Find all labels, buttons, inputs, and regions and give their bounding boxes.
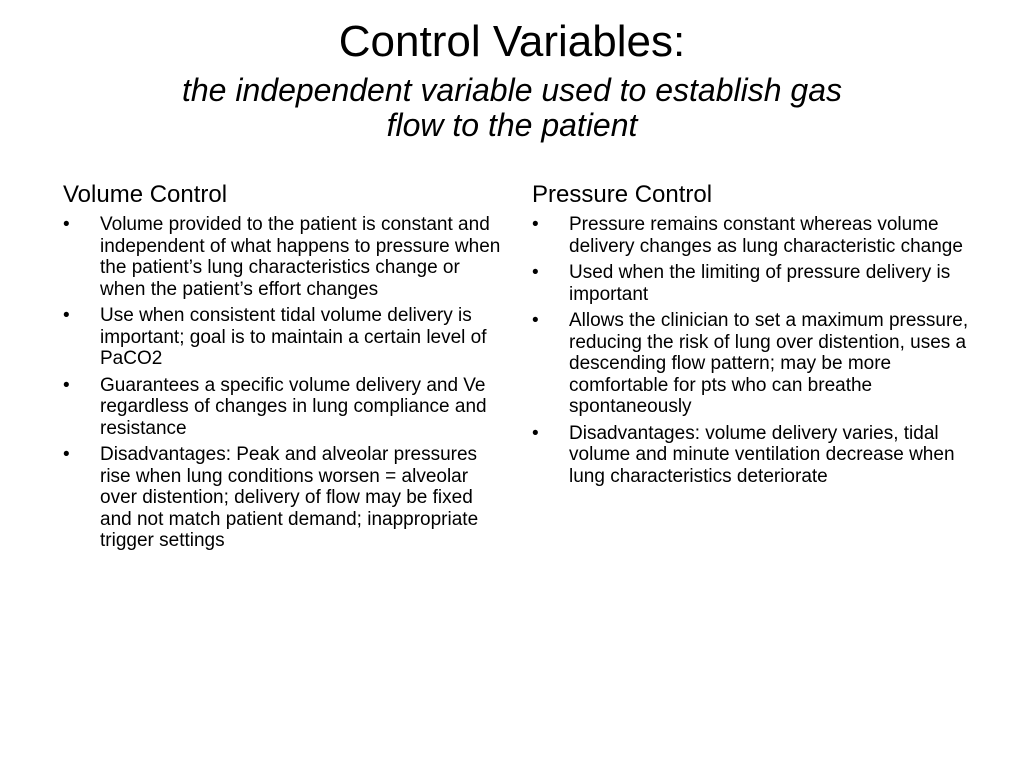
list-item-text: Disadvantages: volume delivery varies, tidal volume and minute ventilation decrease when lung characteristics deteriorate bbox=[569, 422, 955, 487]
list-item bbox=[532, 310, 972, 418]
bullet-icon: • bbox=[63, 305, 70, 326]
list-item bbox=[63, 375, 503, 440]
bullet-icon: • bbox=[63, 444, 70, 465]
list-item-text: Pressure remains constant whereas volume delivery changes as lung characteristic change bbox=[569, 214, 963, 257]
pressure-control-list bbox=[532, 214, 972, 487]
subtitle-line-2: flow to the patient bbox=[386, 107, 638, 143]
bullet-icon: • bbox=[532, 422, 539, 444]
volume-control-column bbox=[63, 180, 503, 557]
pressure-control-column bbox=[532, 180, 972, 492]
bullet-icon: • bbox=[63, 374, 70, 396]
list-item-text: Allows the clinician to set a maximum pressure, reducing the risk of lung over distention, uses a descending flow pattern; may be more comfortable for pts who can breathe spontaneously bbox=[569, 310, 969, 417]
list-item-text: Used when the limiting of pressure delivery is important bbox=[569, 262, 951, 305]
bullet-icon: • bbox=[532, 214, 539, 235]
volume-control-heading: Volume Control bbox=[63, 181, 228, 208]
list-item bbox=[63, 214, 503, 300]
slide-subtitle bbox=[72, 73, 952, 143]
list-item-text: Use when consistent tidal volume delivery is important; goal is to maintain a certain level of PaCO2 bbox=[100, 305, 487, 369]
list-item bbox=[63, 444, 503, 552]
list-item-text: Disadvantages: Peak and alveolar pressures rise when lung conditions worsen = alveolar over distention; delivery of flow may be fixed and not match patient demand; inappropriate trigger settings bbox=[100, 444, 479, 551]
list-item-text: Volume provided to the patient is constant and independent of what happens to pressure when the patient’s lung characteristics change or when the patient’s effort changes bbox=[100, 214, 501, 300]
bullet-icon: • bbox=[532, 310, 539, 331]
bullet-icon: • bbox=[532, 262, 539, 283]
subtitle-line-1: the independent variable used to establish gas bbox=[181, 72, 843, 108]
slide-title: Control Variables: bbox=[338, 17, 686, 66]
list-item bbox=[532, 214, 972, 257]
list-item bbox=[63, 305, 503, 370]
pressure-control-heading: Pressure Control bbox=[532, 181, 713, 208]
list-item bbox=[532, 262, 972, 305]
list-item bbox=[532, 423, 972, 488]
list-item-text: Guarantees a specific volume delivery and Ve regardless of changes in lung compliance and resistance bbox=[100, 374, 487, 439]
volume-control-list bbox=[63, 214, 503, 552]
title-block bbox=[0, 16, 1024, 143]
bullet-icon: • bbox=[63, 214, 70, 235]
